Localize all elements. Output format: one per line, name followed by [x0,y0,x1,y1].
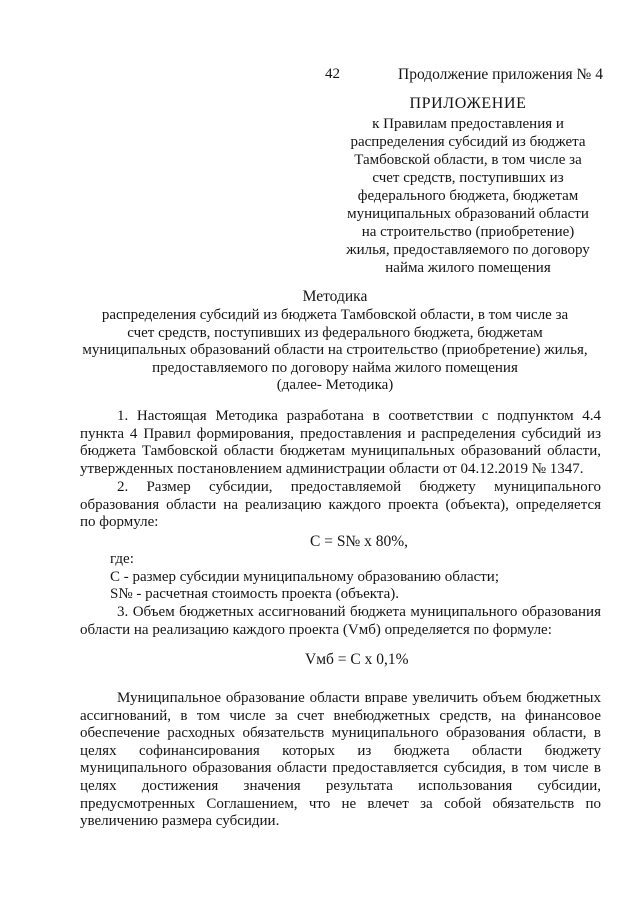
appendix-line: федерального бюджета, бюджетам [357,188,579,204]
method-subtitle-line: распределения субсидий из бюджета Тамбовской области, в том числе за [101,307,569,323]
method-subtitle-line: счет средств, поступивших из федерального бюджета, бюджетам [127,324,543,341]
page-number: 42 [325,66,340,82]
method-subtitle-line: предоставляемого по договору найма жилого помещения [152,359,518,376]
clause-3 [80,604,601,639]
appendix-title: ПРИЛОЖЕНИЕ [409,95,527,112]
appendix-block [330,93,606,277]
clause-2-line: по формуле: [80,514,159,531]
clause-1-line: 1. Настоящая Методика разработана в соответствии с подпунктом 4.4 [117,408,601,424]
closing-line: увеличению размера субсидии. [80,813,280,830]
definition-line: С - размер субсидии муниципальному образованию области; [110,568,500,585]
appendix-line: счет средств, поступивших из [372,170,564,186]
clause-3-line: области на реализацию каждого проекта (Vмб) определяется по формуле: [80,621,552,638]
continuation-label: Продолжение приложения № 4 [398,66,603,83]
clause-1-line: пункта 4 Правил формирования, предоставления и распределения субсидий из [80,425,601,442]
appendix-line: найма жилого помещения [385,260,551,276]
appendix-line: Тамбовской области, в том числе за [354,152,582,168]
appendix-line: муниципальных образований области [347,206,589,222]
closing-line: муниципального образования области предоставляется субсидия, в том числе в [80,760,601,777]
appendix-line: на строительство (приобретение) [361,224,575,240]
clause-1 [80,408,601,478]
closing-line: Муниципальное образование области вправе увеличить объем бюджетных [117,690,601,706]
subsidy-formula: С = S№ х 80%, [310,533,409,550]
method-subtitle-line: муниципальных образований области на строительство (приобретение) жилья, [82,342,588,359]
clause-1-line: утвержденных постановлением администрации области от 04.12.2019 № 1347. [80,460,584,477]
closing-line: ассигнований, в том числе за счет внебюджетных средств, на финансовое [80,707,601,724]
definition-line: S№ - расчетная стоимость проекта (объекта). [110,586,399,603]
closing-line: обеспечение расходных обязательств муниципального образования области, в [80,725,601,742]
where-label: где: [110,551,134,567]
budget-formula: Vмб = С х 0,1% [305,651,409,668]
clause-2 [80,479,601,532]
closing-line: целях достижения значения результата использования субсидии, [80,777,601,794]
clause-2-definitions [80,551,601,604]
appendix-line: жилья, предоставляемого по договору [346,242,590,258]
clause-2-line: образования области на реализацию каждого проекта (объекта), определяется [80,496,601,513]
appendix-line: к Правилам предоставления и [372,116,564,132]
closing-paragraph [80,690,601,831]
closing-line: предусмотренных Соглашением, что не влечет за собой обязательств по [80,795,601,812]
clause-1-line: бюджета Тамбовской области бюджетам муниципальных образований области, [80,443,601,460]
method-title: Методика [302,288,368,305]
clause-3-line: 3. Объем бюджетных ассигнований бюджета муниципального образования [117,604,601,620]
clause-2-line: 2. Размер субсидии, предоставляемой бюджету муниципального [117,479,601,495]
method-heading [70,287,600,395]
closing-line: целях софинансирования которых из бюджета области бюджету [80,742,601,759]
method-subtitle-line: (далее- Методика) [276,377,394,394]
appendix-line: распределения субсидий из бюджета [350,134,586,150]
